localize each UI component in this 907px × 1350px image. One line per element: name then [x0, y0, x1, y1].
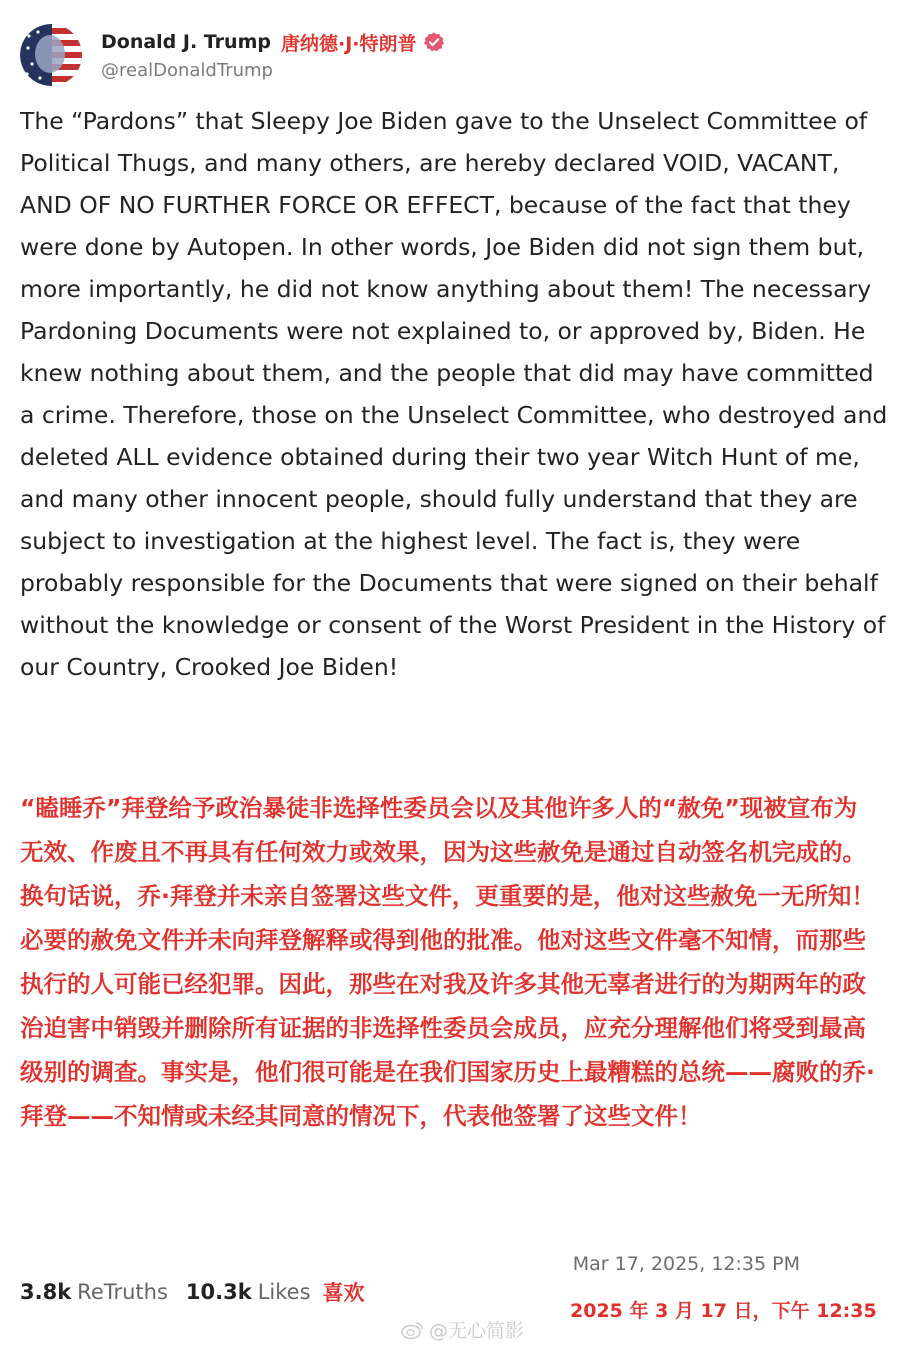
weibo-icon — [401, 1320, 425, 1340]
watermark-text: @无心简影 — [429, 1320, 525, 1342]
author-display-name-translation: 唐纳德·J·特朗普 — [280, 32, 417, 55]
post-body-translation: “瞌睡乔”拜登给予政治暴徒非选择性委员会以及其他许多人的“赦免”现被宣布为无效、作废且不再具有任何效力或效果，因为这些赦免是通过自动签名机完成的。换句话说，乔·拜登并未亲自签署这些文件，更重要的是，他对这些赦免一无所知！必要的赦免文件并未向拜登解释或得到他的批准。他对这些文件毫不知情，而那些执行的人可能已经犯罪。因此，那些在对我及许多其他无辜者进行的为期两年的政治迫害中销毁并删除所有证据的非选择性委员会成员，应充分理解他们将受到最高级别的调查。事实是，他们很可能是在我们国家历史上最糟糕的总统——腐败的乔·拜登——不知情或未经其同意的情况下，代表他签署了这些文件！ — [20, 794, 875, 1130]
likes-count: 10.3k — [185, 1280, 252, 1304]
post-timestamp-translation: 2025 年 3 月 17 日，下午 12:35 — [570, 1300, 877, 1322]
retruths-count: 3.8k — [20, 1280, 72, 1304]
post-timestamp[interactable]: Mar 17, 2025, 12:35 PM — [572, 1253, 800, 1275]
retruths-stat[interactable] — [20, 1280, 168, 1304]
likes-label-translation: 喜欢 — [322, 1281, 365, 1305]
verified-badge-icon — [423, 31, 445, 53]
author-display-name[interactable]: Donald J. Trump — [101, 31, 271, 53]
author-handle[interactable]: @realDonaldTrump — [101, 60, 273, 81]
weibo-watermark — [401, 1316, 524, 1343]
author-name-row — [101, 29, 445, 55]
post-body-text: The “Pardons” that Sleepy Joe Biden gave to the Unselect Committee of Political Thugs, and many others, are hereby declared VOID, VACANT, AND OF NO FURTHER FORCE OR EFFECT, because of the fact that they were done by Autopen. In other words, Joe Biden did not sign them but, more importantly, he did not know anything about them! The necessary Pardoning Documents were not explained to, or approved by, Biden. He knew nothing about them, and the people that did may have committed a crime. Therefore, those on the Unselect Committee, who destroyed and deleted ALL evidence obtained during their two year Witch Hunt of me, and many other innocent people, should fully understand that they are subject to investigation at the highest level. The fact is, they were probably responsible for the Documents that were signed on their behalf without the knowledge or consent of the Worst President in the History of our Country, Crooked Joe Biden! — [20, 107, 888, 681]
likes-label: Likes — [257, 1280, 311, 1304]
avatar[interactable] — [20, 24, 82, 86]
retruths-label: ReTruths — [77, 1280, 168, 1304]
likes-stat[interactable] — [186, 1280, 311, 1304]
post-stats — [20, 1277, 365, 1307]
